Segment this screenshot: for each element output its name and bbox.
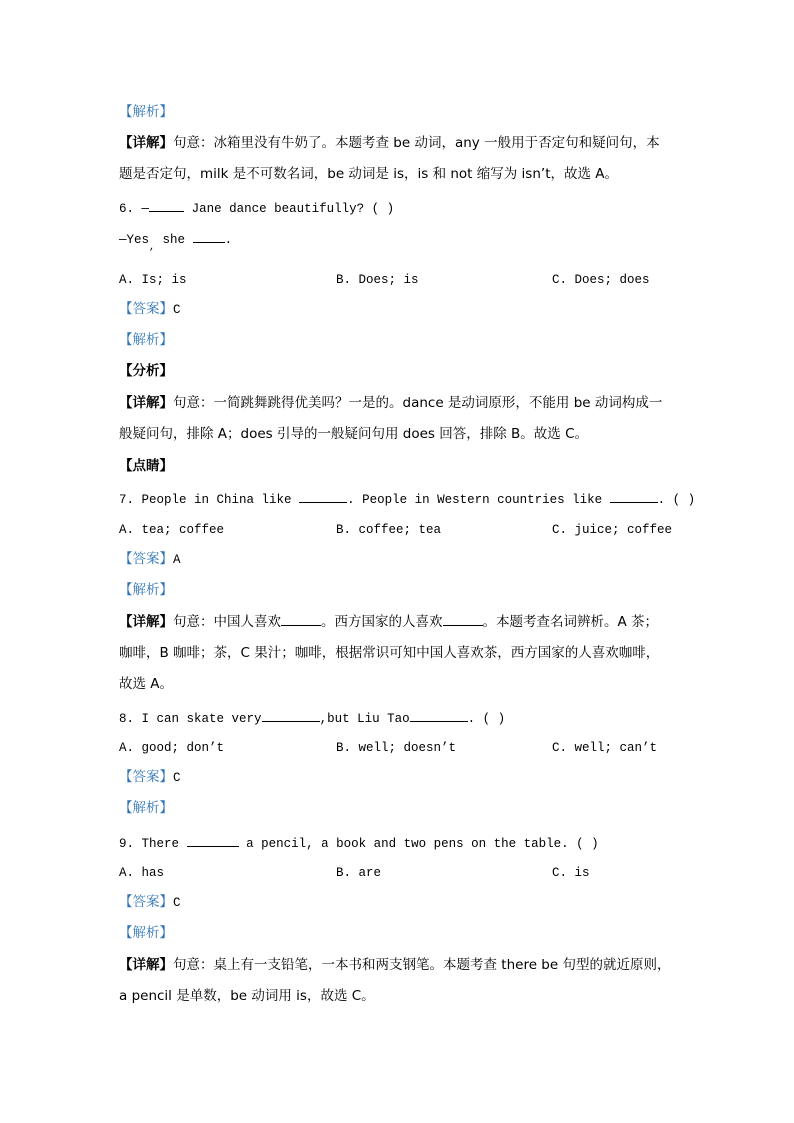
detail-text: 句意：中国人喜欢 <box>173 614 281 630</box>
question-number: 8. <box>119 712 135 726</box>
question-8-prompt <box>119 709 505 727</box>
detail-line <box>119 135 660 151</box>
option-a: A. tea; coffee <box>119 523 225 537</box>
question-text: People in China like <box>141 493 292 507</box>
detail-text: 句意：冰箱里没有牛奶了。本题考查 be 动词，any 一般用于否定句和疑问句，本 <box>173 135 660 151</box>
answer-blank <box>149 199 184 212</box>
question-number: 9. <box>119 837 135 851</box>
reply-comma: , <box>149 242 156 253</box>
detail-label: 【详解】 <box>119 614 173 630</box>
answer-blank <box>610 490 658 503</box>
answer-label: 【答案】 <box>119 769 173 785</box>
breakdown-heading <box>119 363 173 379</box>
answer-blank <box>193 230 225 243</box>
question-6-reply <box>119 230 233 253</box>
analysis-heading <box>119 582 173 598</box>
answer-value: C <box>173 896 181 910</box>
detail-line: 题是否定句，milk 是不可数名词，be 动词是 is，is 和 not 缩写为 isn’t，故选 A。 <box>119 166 619 182</box>
answer-label: 【答案】 <box>119 894 173 910</box>
option-b: B. coffee; tea <box>336 523 442 537</box>
detail-text: 句意：一简跳舞跳得优美吗？一是的。dance 是动词原形，不能用 be 动词构成一 <box>173 395 663 411</box>
detail-text: 句意：桌上有一支铅笔，一本书和两支钢笔。本题考查 there be 句型的就近原则， <box>173 957 671 973</box>
option-c: C. Does; does <box>552 273 650 287</box>
analysis-heading <box>119 925 173 941</box>
breakdown-label: 【分析】 <box>119 363 173 379</box>
question-text: There <box>141 837 180 851</box>
option-b: B. are <box>336 866 382 880</box>
detail-text: 。本题考查名词辨析。A 茶； <box>482 614 659 630</box>
question-number: 7. <box>119 493 135 507</box>
analysis-label: 【解析】 <box>119 800 173 816</box>
detail-line: a pencil 是单数，be 动词用 is，故选 C。 <box>119 988 375 1004</box>
option-a: A. good; don’t <box>119 741 225 755</box>
detail-label: 【详解】 <box>119 395 173 411</box>
option-b: B. well; doesn’t <box>336 741 457 755</box>
question-6-prompt <box>119 199 394 217</box>
reply-end: . <box>224 233 233 247</box>
answer-blank <box>187 834 239 847</box>
option-a: A. Is; is <box>119 273 187 287</box>
question-text: Jane dance beautifully? ( ) <box>191 202 395 216</box>
detail-line <box>119 957 670 973</box>
reply-start: —Yes <box>119 233 150 247</box>
detail-text: 。西方国家的人喜欢 <box>321 614 443 630</box>
analysis-heading <box>119 104 173 120</box>
option-c: C. is <box>552 866 590 880</box>
reply-mid: she <box>162 233 186 247</box>
analysis-label: 【解析】 <box>119 582 173 598</box>
detail-line: 咖啡，B 咖啡；茶，C 果汁；咖啡，根据常识可知中国人喜欢茶，西方国家的人喜欢咖啡， <box>119 645 660 661</box>
detail-line <box>119 613 658 630</box>
detail-label: 【详解】 <box>119 957 173 973</box>
analysis-label: 【解析】 <box>119 332 173 348</box>
option-c: C. juice; coffee <box>552 523 673 537</box>
answer-line <box>119 301 181 318</box>
question-text: a pencil, a book and two pens on the table. ( ) <box>246 837 599 851</box>
question-text: . ( ) <box>657 493 696 507</box>
answer-line <box>119 551 181 568</box>
question-text: . People in Western countries like <box>347 493 603 507</box>
answer-label: 【答案】 <box>119 551 173 567</box>
answer-value: C <box>173 303 181 317</box>
comment-heading <box>119 458 173 474</box>
answer-line <box>119 894 181 911</box>
analysis-heading <box>119 800 173 816</box>
detail-line: 故选 A。 <box>119 676 174 692</box>
option-b: B. Does; is <box>336 273 419 287</box>
answer-value: A <box>173 553 181 567</box>
answer-blank <box>281 613 321 626</box>
question-number: 6. <box>119 202 135 216</box>
answer-blank <box>262 709 320 722</box>
answer-blank <box>443 613 483 626</box>
option-c: C. well; can’t <box>552 741 658 755</box>
analysis-label: 【解析】 <box>119 925 173 941</box>
comment-label: 【点睛】 <box>119 458 173 474</box>
question-text: I can skate very <box>141 712 262 726</box>
detail-label: 【详解】 <box>119 135 173 151</box>
analysis-heading <box>119 332 173 348</box>
question-text: . ( ) <box>467 712 506 726</box>
answer-blank <box>299 490 347 503</box>
question-7-prompt <box>119 490 695 508</box>
question-text: ,but Liu Tao <box>319 712 410 726</box>
detail-line <box>119 395 662 411</box>
detail-line: 般疑问句，排除 A；does 引导的一般疑问句用 does 回答，排除 B。故选 C。 <box>119 426 589 442</box>
option-a: A. has <box>119 866 165 880</box>
question-9-prompt <box>119 834 599 852</box>
answer-blank <box>410 709 468 722</box>
analysis-label: 【解析】 <box>119 104 173 120</box>
dash: — <box>141 202 150 216</box>
answer-value: C <box>173 771 181 785</box>
answer-label: 【答案】 <box>119 301 173 317</box>
answer-line <box>119 769 181 786</box>
